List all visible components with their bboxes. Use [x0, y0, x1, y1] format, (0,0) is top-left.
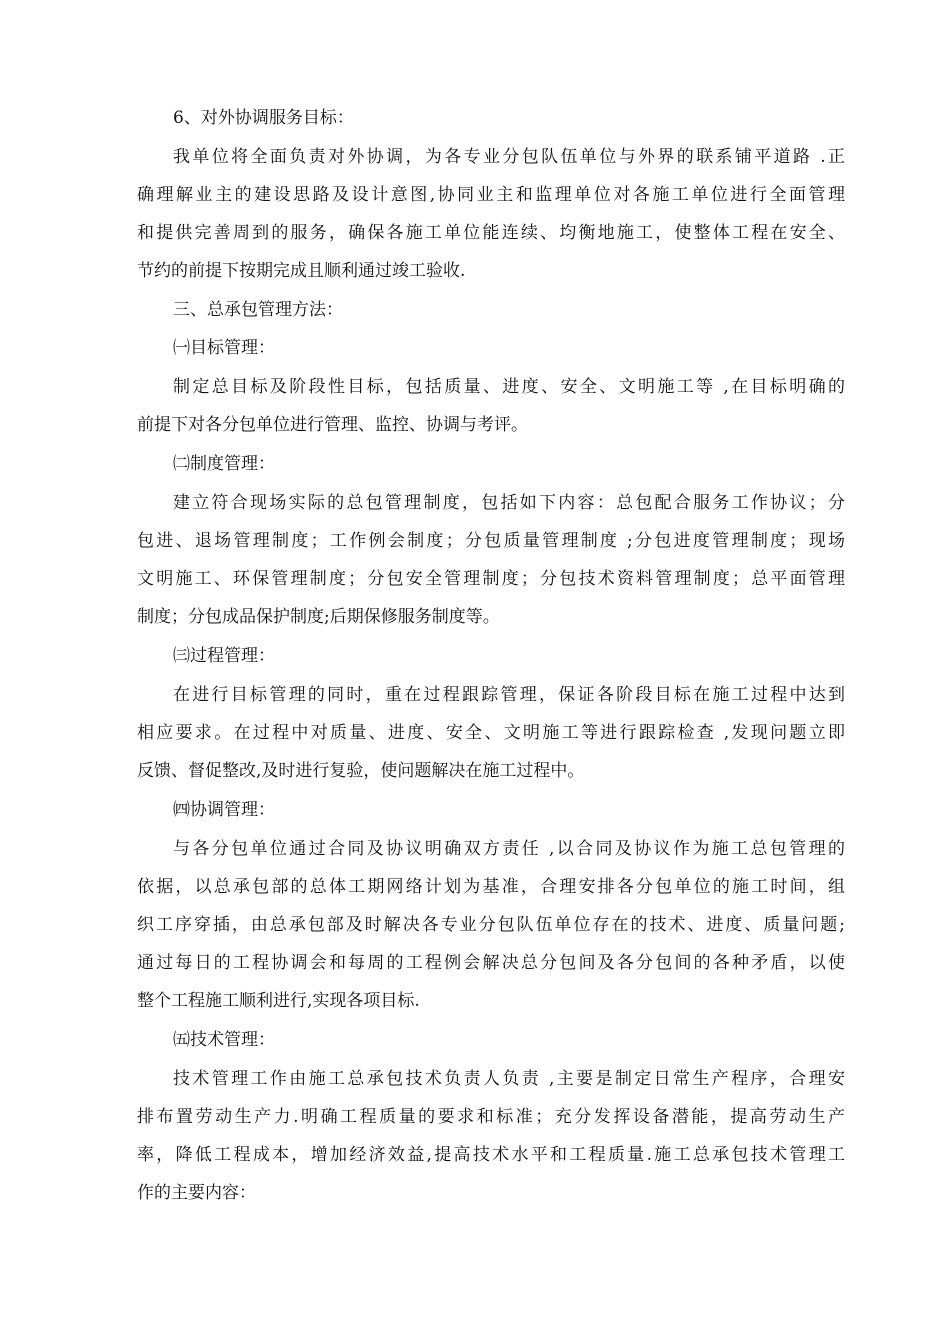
paragraph [137, 484, 845, 636]
paragraph-line: 依据，以总承包部的总体工期网络计划为基准，合理安排各分包单位的施工时间，组 [137, 877, 845, 897]
paragraph-line: 排布置劳动生产力.明确工程质量的要求和标准；充分发挥设备潜能，提高劳动生产 [137, 1107, 845, 1127]
paragraph-line: 作的主要内容： [137, 1183, 256, 1203]
paragraph [137, 368, 845, 444]
section-heading: ㈤技术管理： [173, 1030, 275, 1050]
paragraph-line: 制定总目标及阶段性目标，包括质量、进度、安全、文明施工等 ,在目标明确的 [173, 377, 845, 397]
paragraph-line: 和提供完善周到的服务，确保各施工单位能连续、均衡地施工，使整体工程在安全、 [137, 223, 845, 243]
paragraph-line: 前提下对各分包单位进行管理、监控、协调与考评。 [137, 415, 528, 435]
section-heading: 6、对外协调服务目标： [173, 108, 354, 128]
paragraph-line: 反馈、督促整改,及时进行复验，使问题解决在施工过程中。 [137, 761, 585, 781]
paragraph-line: 率，降低工程成本，增加经济效益,提高技术水平和工程质量.施工总承包技术管理工 [137, 1145, 845, 1165]
section-heading: ㈣协调管理： [173, 800, 275, 820]
section-heading: ㈡制度管理： [173, 454, 275, 474]
paragraph-line: 相应要求。在过程中对质量、进度、安全、文明施工等进行跟踪检查 ,发现问题立即 [137, 723, 845, 743]
paragraph [137, 676, 845, 790]
paragraph-line: 建立符合现场实际的总包管理制度，包括如下内容：总包配合服务工作协议；分 [173, 493, 845, 513]
section-heading: ㈠目标管理： [173, 338, 275, 358]
paragraph-line: 织工序穿插，由总承包部及时解决各专业分包队伍单位存在的技术、进度、质量问题; [137, 915, 845, 935]
paragraph-line: 制度；分包成品保护制度;后期保修服务制度等。 [137, 607, 500, 627]
paragraph-line: 节约的前提下按期完成且顺利通过竣工验收. [137, 261, 466, 281]
paragraph-line: 技术管理工作由施工总承包技术负责人负责 ,主要是制定日常生产程序，合理安 [173, 1069, 845, 1089]
paragraph-line: 与各分包单位通过合同及协议明确双方责任 ,以合同及协议作为施工总包管理的 [173, 839, 845, 859]
paragraph-line: 文明施工、环保管理制度；分包安全管理制度；分包技术资料管理制度；总平面管理 [137, 569, 845, 589]
section-heading: 三、总承包管理方法： [173, 300, 343, 320]
paragraph [137, 830, 845, 1020]
paragraph [137, 1060, 845, 1212]
paragraph-line: 通过每日的工程协调会和每周的工程例会解决总分包间及各分包间的各种矛盾，以使 [137, 953, 845, 973]
paragraph-line: 包进、退场管理制度；工作例会制度；分包质量管理制度 ;分包进度管理制度；现场 [137, 531, 845, 551]
paragraph-line: 整个工程施工顺利进行,实现各项目标. [137, 991, 420, 1011]
section-heading: ㈢过程管理： [173, 646, 275, 666]
document-body [137, 100, 845, 1214]
paragraph [137, 138, 845, 290]
paragraph-line: 我单位将全面负责对外协调，为各专业分包队伍单位与外界的联系铺平道路 .正 [173, 147, 845, 167]
paragraph-line: 在进行目标管理的同时，重在过程跟踪管理，保证各阶段目标在施工过程中达到 [173, 685, 845, 705]
paragraph-line: 确理解业主的建设思路及设计意图,协同业主和监理单位对各施工单位进行全面管理 [137, 185, 845, 205]
